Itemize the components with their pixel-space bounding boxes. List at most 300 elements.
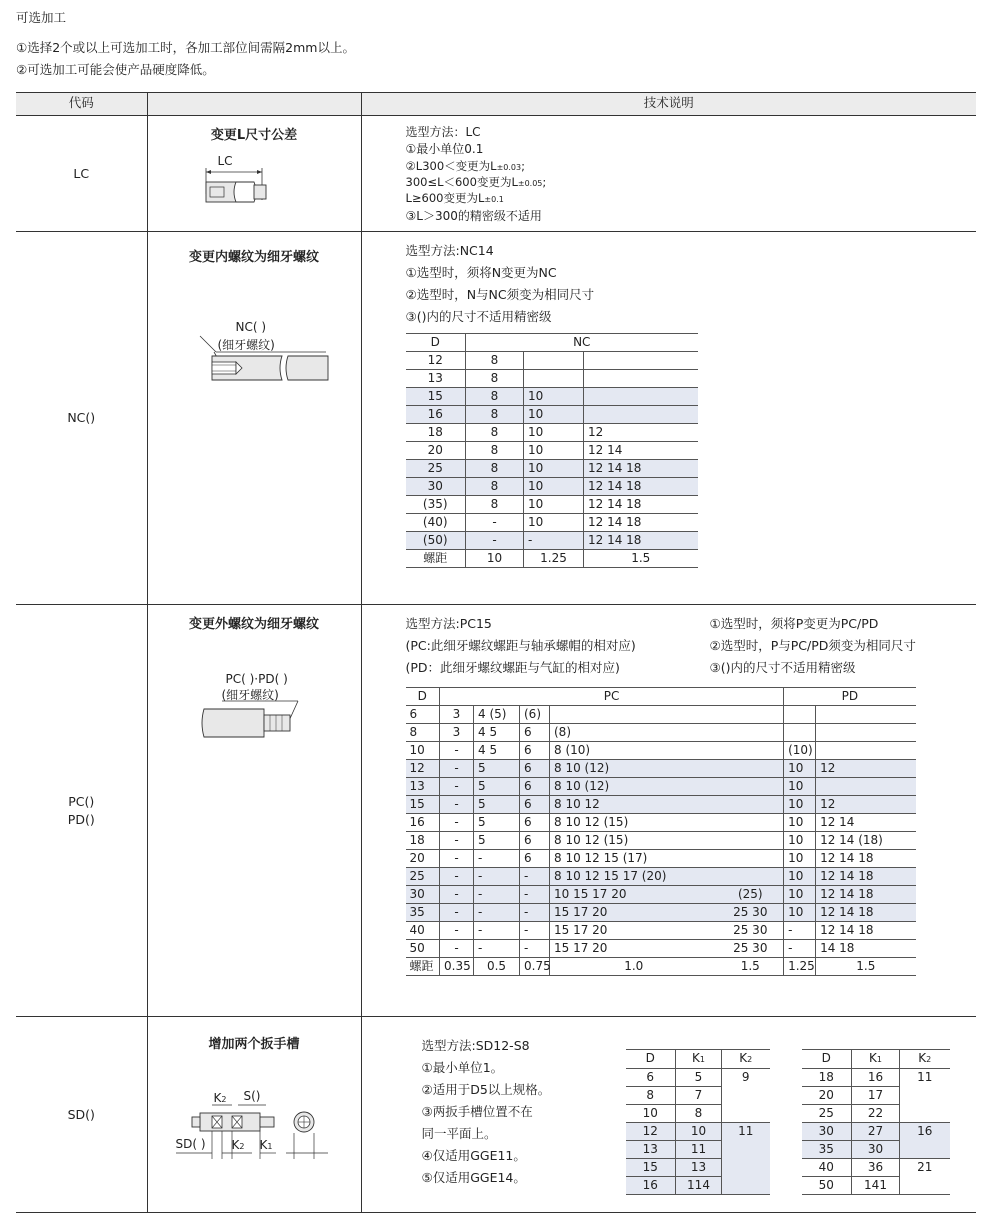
nc-line2: ②选型时，N与NC须变为相同尺寸 bbox=[405, 287, 595, 302]
nc-cell-a: - bbox=[466, 532, 524, 550]
sd-cell-d: 18 bbox=[802, 1069, 852, 1087]
pc-method: 选型方法:PC15 bbox=[405, 616, 492, 631]
pc-cell-c: 6 bbox=[520, 832, 550, 850]
sd-line2: ②适用于D5以上规格。 bbox=[421, 1082, 551, 1097]
nc-table bbox=[406, 333, 698, 568]
pc-cell-e bbox=[550, 706, 718, 724]
pc-cell-a: - bbox=[440, 760, 474, 778]
pc-cell-b: - bbox=[474, 850, 520, 868]
pc-table bbox=[406, 687, 916, 976]
pc-cell-e: 15 17 20 bbox=[550, 940, 718, 958]
pc-fig-label1: PC( )·PD( ) bbox=[225, 672, 288, 686]
nc-cell-c: 12 14 18 bbox=[584, 532, 698, 550]
pc-cell-h: 12 14 (18) bbox=[816, 832, 916, 850]
sd-cell-k1: 7 bbox=[676, 1087, 722, 1105]
nc-cell-c: 12 14 18 bbox=[584, 460, 698, 478]
sd-fig-k2-top: K2 bbox=[213, 1091, 227, 1105]
pc-cell-d: 25 bbox=[406, 868, 440, 886]
nc-cell-d: 30 bbox=[406, 478, 466, 496]
pc-cell-a: - bbox=[440, 850, 474, 868]
nc-table-row bbox=[406, 514, 698, 532]
nc-cell-d: (40) bbox=[406, 514, 466, 532]
pc-cell-b: - bbox=[474, 922, 520, 940]
nc-cell-a: 8 bbox=[466, 442, 524, 460]
fig-cell-sd bbox=[147, 1017, 361, 1213]
pc-cell-d: 20 bbox=[406, 850, 440, 868]
sd2-h-d: D bbox=[802, 1050, 852, 1069]
pc-table-row bbox=[406, 742, 916, 760]
pc-cell-e: 15 17 20 bbox=[550, 922, 718, 940]
nc-table-row bbox=[406, 442, 698, 460]
nc-cell-a: - bbox=[466, 514, 524, 532]
pc-table-row bbox=[406, 850, 916, 868]
pc-cell-c: 6 bbox=[520, 796, 550, 814]
sd-cell-k2: 16 bbox=[900, 1123, 950, 1159]
sd-line4: 同一平面上。 bbox=[421, 1126, 497, 1141]
sd-table-2 bbox=[802, 1049, 950, 1195]
pc-cell-d: 13 bbox=[406, 778, 440, 796]
sd-cell-d: 35 bbox=[802, 1141, 852, 1159]
sd-cell-k1: 36 bbox=[852, 1159, 900, 1177]
sd-table-row bbox=[802, 1123, 950, 1141]
sd-cell-d: 12 bbox=[626, 1123, 676, 1141]
sd-cell-k2: 21 bbox=[900, 1159, 950, 1195]
pc-pitch-g: 1.25 bbox=[784, 958, 816, 976]
nc-table-row bbox=[406, 370, 698, 388]
nc-cell-c: 12 14 18 bbox=[584, 496, 698, 514]
sd-line1: ①最小单位1。 bbox=[421, 1060, 504, 1075]
pc-cell-f bbox=[718, 868, 784, 886]
pc-cell-h: 12 bbox=[816, 796, 916, 814]
pc-cell-h: 12 14 18 bbox=[816, 850, 916, 868]
sd-cell-k2: 11 bbox=[900, 1069, 950, 1123]
nc-pitch-c: 1.5 bbox=[584, 550, 698, 568]
pc-cell-a: 3 bbox=[440, 724, 474, 742]
nc-h-nc: NC bbox=[466, 334, 698, 352]
pc-cell-h: 12 14 18 bbox=[816, 868, 916, 886]
fig-cell-pc bbox=[147, 605, 361, 1017]
pc-cell-a: - bbox=[440, 940, 474, 958]
pc-cell-h: 12 14 bbox=[816, 814, 916, 832]
sd-cell-k2: 11 bbox=[722, 1123, 770, 1195]
pc-cell-c: - bbox=[520, 886, 550, 904]
nc-table-row bbox=[406, 424, 698, 442]
nc-line1: ①选型时，须将N变更为NC bbox=[405, 265, 557, 280]
pc-cell-h: 14 18 bbox=[816, 940, 916, 958]
pc-cell-a: - bbox=[440, 742, 474, 760]
pc-cell-f bbox=[718, 706, 784, 724]
pc-cell-e: 8 10 12 15 17 (20) bbox=[550, 868, 718, 886]
nc-cell-b: 10 bbox=[524, 442, 584, 460]
pc-cell-d: 18 bbox=[406, 832, 440, 850]
code-cell-nc bbox=[16, 232, 147, 605]
pc-cell-c: 6 bbox=[520, 742, 550, 760]
nc-cell-d: 18 bbox=[406, 424, 466, 442]
nc-method: 选型方法:NC14 bbox=[405, 243, 494, 258]
nc-cell-a: 8 bbox=[466, 406, 524, 424]
nc-table-row bbox=[406, 388, 698, 406]
pc-cell-f bbox=[718, 724, 784, 742]
sd-cell-k1: 22 bbox=[852, 1105, 900, 1123]
intro-note-2: ②可选加工可能会使产品硬度降低。 bbox=[16, 62, 215, 77]
nc-cell-d: 25 bbox=[406, 460, 466, 478]
nc-cell-a: 8 bbox=[466, 370, 524, 388]
options-table bbox=[16, 92, 976, 1213]
sd-cell-d: 8 bbox=[626, 1087, 676, 1105]
pc-cell-g: 10 bbox=[784, 868, 816, 886]
sd1-h-d: D bbox=[626, 1050, 676, 1069]
pc-cell-c: 6 bbox=[520, 760, 550, 778]
nc-table-row bbox=[406, 406, 698, 424]
code-pd-1: PD() bbox=[67, 811, 95, 827]
pc-cell-b: 4 (5) bbox=[474, 706, 520, 724]
pc-cell-e: 8 10 12 (15) bbox=[550, 814, 718, 832]
pc-cell-g bbox=[784, 706, 816, 724]
nc-cell-d: 20 bbox=[406, 442, 466, 460]
pc-l1: (PC:此细牙螺纹螺距与轴承螺帽的相对应) bbox=[405, 638, 636, 653]
sd-table-row bbox=[626, 1123, 770, 1141]
pc-cell-b: 5 bbox=[474, 778, 520, 796]
sd-fig-sd: SD( ) bbox=[175, 1137, 206, 1151]
pc-table-row bbox=[406, 886, 916, 904]
sd-cell-k1: 141 bbox=[852, 1177, 900, 1195]
nc-cell-a: 8 bbox=[466, 352, 524, 370]
pc-cell-f bbox=[718, 796, 784, 814]
fig-cell-lc bbox=[147, 116, 361, 232]
pc-cell-b: - bbox=[474, 886, 520, 904]
sd-fig-k2-bottom: K2 bbox=[231, 1138, 245, 1152]
pc-cell-g: (10) bbox=[784, 742, 816, 760]
sd-table-1 bbox=[626, 1049, 770, 1195]
sd-method: 选型方法:SD12-S8 bbox=[421, 1038, 530, 1053]
code-pc-1: PC() bbox=[68, 793, 95, 809]
pc-cell-b: 4 5 bbox=[474, 724, 520, 742]
pc-cell-c: (6) bbox=[520, 706, 550, 724]
sd-table-row bbox=[802, 1159, 950, 1177]
sd2-h-k2: K2 bbox=[900, 1050, 950, 1069]
desc-cell-nc bbox=[361, 232, 976, 605]
pc-cell-b: 5 bbox=[474, 814, 520, 832]
nc-line3: ③()内的尺寸不适用精密级 bbox=[405, 309, 552, 324]
pc-cell-d: 6 bbox=[406, 706, 440, 724]
pc-cell-g: - bbox=[784, 922, 816, 940]
pc-pitch-h: 1.5 bbox=[816, 958, 916, 976]
pc-table-row bbox=[406, 922, 916, 940]
pc-cell-d: 16 bbox=[406, 814, 440, 832]
pc-cell-c: - bbox=[520, 922, 550, 940]
sd-cell-d: 50 bbox=[802, 1177, 852, 1195]
pc-cell-f bbox=[718, 814, 784, 832]
nc-cell-b: 10 bbox=[524, 478, 584, 496]
pc-table-row bbox=[406, 868, 916, 886]
code-cell-sd bbox=[16, 1017, 147, 1213]
pc-cell-h: 12 bbox=[816, 760, 916, 778]
pc-cell-d: 30 bbox=[406, 886, 440, 904]
pc-cell-a: - bbox=[440, 814, 474, 832]
pc-pitch-label: 螺距 bbox=[406, 958, 440, 976]
nc-cell-b bbox=[524, 370, 584, 388]
sd-cell-d: 25 bbox=[802, 1105, 852, 1123]
pc-cell-e: 8 10 12 bbox=[550, 796, 718, 814]
desc-cell-lc bbox=[361, 116, 976, 232]
pc-table-row bbox=[406, 796, 916, 814]
pc-cell-c: - bbox=[520, 940, 550, 958]
sd-cell-k1: 10 bbox=[676, 1123, 722, 1141]
sd1-h-k2: K2 bbox=[722, 1050, 770, 1069]
pc-cell-f: 25 30 bbox=[718, 940, 784, 958]
sd-diagram bbox=[176, 1091, 336, 1173]
pc-cell-g: 10 bbox=[784, 814, 816, 832]
pc-pitch-e: 1.0 bbox=[550, 958, 718, 976]
pc-cell-b: - bbox=[474, 940, 520, 958]
nc-cell-c bbox=[584, 370, 698, 388]
pc-cell-e: 15 17 20 bbox=[550, 904, 718, 922]
sd-table-row bbox=[626, 1069, 770, 1087]
sd-cell-k1: 13 bbox=[676, 1159, 722, 1177]
pc-l2: (PD：此细牙螺纹螺距与气缸的相对应) bbox=[405, 660, 620, 675]
code-pc bbox=[16, 793, 147, 829]
pc-cell-a: - bbox=[440, 886, 474, 904]
pc-table-row bbox=[406, 706, 916, 724]
pc-table-row bbox=[406, 832, 916, 850]
pc-cell-e: 8 10 12 (15) bbox=[550, 832, 718, 850]
nc-cell-d: (50) bbox=[406, 532, 466, 550]
header-code: 代码 bbox=[16, 93, 147, 116]
pc-cell-g: 10 bbox=[784, 778, 816, 796]
sd-cell-k1: 8 bbox=[676, 1105, 722, 1123]
pc-pitch-b: 0.5 bbox=[474, 958, 520, 976]
nc-cell-b: 10 bbox=[524, 460, 584, 478]
pc-cell-g bbox=[784, 724, 816, 742]
nc-cell-b: 10 bbox=[524, 406, 584, 424]
sd-cell-d: 20 bbox=[802, 1087, 852, 1105]
sd-table-row bbox=[802, 1069, 950, 1087]
pc-fig-label2: (细牙螺纹) bbox=[221, 688, 279, 702]
pc-cell-h: 12 14 18 bbox=[816, 922, 916, 940]
header-row bbox=[16, 93, 976, 116]
nc-cell-a: 8 bbox=[466, 496, 524, 514]
pc-cell-b: - bbox=[474, 904, 520, 922]
nc-cell-a: 8 bbox=[466, 460, 524, 478]
sd-cell-d: 6 bbox=[626, 1069, 676, 1087]
nc-table-row bbox=[406, 496, 698, 514]
intro-note-1: ①选择2个或以上可选加工时，各加工部位间需隔2mm以上。 bbox=[16, 40, 355, 55]
nc-table-row bbox=[406, 532, 698, 550]
nc-cell-b: - bbox=[524, 532, 584, 550]
pc-cell-e: 8 10 (12) bbox=[550, 760, 718, 778]
nc-pitch-a: 10 bbox=[466, 550, 524, 568]
pc-cell-a: - bbox=[440, 868, 474, 886]
pc-cell-f bbox=[718, 742, 784, 760]
lc-title: 变更L尺寸公差 bbox=[210, 128, 298, 143]
nc-cell-d: (35) bbox=[406, 496, 466, 514]
pc-cell-b: - bbox=[474, 868, 520, 886]
pc-cell-b: 4 5 bbox=[474, 742, 520, 760]
nc-table-row bbox=[406, 478, 698, 496]
pc-table-row bbox=[406, 814, 916, 832]
nc-cell-c bbox=[584, 388, 698, 406]
pc-cell-b: 5 bbox=[474, 796, 520, 814]
sd-line3: ③两扳手槽位置不在 bbox=[421, 1104, 533, 1119]
lc-line4: L≥600变更为L±0.1 bbox=[405, 191, 504, 205]
pc-r2: ②选型时，P与PC/PD须变为相同尺寸 bbox=[709, 638, 916, 653]
section-title: 可选加工 bbox=[16, 10, 67, 25]
pc-cell-a: - bbox=[440, 832, 474, 850]
sd-cell-k1: 16 bbox=[852, 1069, 900, 1087]
lc-line1: ①最小单位0.1 bbox=[405, 142, 484, 156]
pc-cell-c: 6 bbox=[520, 850, 550, 868]
nc-cell-c: 12 bbox=[584, 424, 698, 442]
nc-cell-d: 15 bbox=[406, 388, 466, 406]
pc-pitch-a: 0.35 bbox=[440, 958, 474, 976]
nc-cell-b: 10 bbox=[524, 514, 584, 532]
pc-cell-a: - bbox=[440, 904, 474, 922]
pc-table-row bbox=[406, 940, 916, 958]
pc-cell-e: 10 15 17 20 bbox=[550, 886, 718, 904]
sd-cell-d: 13 bbox=[626, 1141, 676, 1159]
nc-cell-a: 8 bbox=[466, 424, 524, 442]
lc-line3: 300≤L＜600变更为L±0.05; bbox=[405, 175, 547, 189]
nc-cell-d: 13 bbox=[406, 370, 466, 388]
pc-cell-d: 12 bbox=[406, 760, 440, 778]
sd-cell-k1: 17 bbox=[852, 1087, 900, 1105]
pc-cell-g: 10 bbox=[784, 760, 816, 778]
pc-h-d: D bbox=[406, 688, 440, 706]
nc-cell-a: 8 bbox=[466, 388, 524, 406]
pc-cell-h: 12 14 18 bbox=[816, 886, 916, 904]
row-nc bbox=[16, 232, 976, 605]
code-nc: NC() bbox=[67, 410, 96, 425]
pc-cell-d: 15 bbox=[406, 796, 440, 814]
nc-title: 变更内螺纹为细牙螺纹 bbox=[188, 250, 319, 265]
pc-cell-c: - bbox=[520, 904, 550, 922]
pc-cell-e: (8) bbox=[550, 724, 718, 742]
pc-cell-f bbox=[718, 778, 784, 796]
pc-cell-f: (25) bbox=[718, 886, 784, 904]
pc-cell-c: - bbox=[520, 868, 550, 886]
pc-title: 变更外螺纹为细牙螺纹 bbox=[188, 617, 319, 632]
sd-cell-d: 40 bbox=[802, 1159, 852, 1177]
header-tech: 技术说明 bbox=[643, 95, 694, 110]
pc-h-pd: PD bbox=[784, 688, 916, 706]
pc-cell-g: 10 bbox=[784, 850, 816, 868]
nc-cell-c: 12 14 18 bbox=[584, 478, 698, 496]
pc-pitch-f: 1.5 bbox=[718, 958, 784, 976]
sd-cell-k2: 9 bbox=[722, 1069, 770, 1123]
nc-fig-label1: NC( ) bbox=[235, 320, 267, 334]
nc-cell-c: 12 14 18 bbox=[584, 514, 698, 532]
pc-cell-f: 25 30 bbox=[718, 922, 784, 940]
pc-cell-g: 10 bbox=[784, 904, 816, 922]
pc-r1: ①选型时，须将P变更为PC/PD bbox=[709, 616, 879, 631]
row-lc bbox=[16, 116, 976, 232]
pc-cell-h: 12 14 18 bbox=[816, 904, 916, 922]
lc-method: 选型方法：LC bbox=[405, 125, 481, 139]
pc-pitch-c: 0.75 bbox=[520, 958, 550, 976]
nc-cell-b: 10 bbox=[524, 424, 584, 442]
sd-cell-k1: 30 bbox=[852, 1141, 900, 1159]
sd-cell-k1: 114 bbox=[676, 1177, 722, 1195]
header-blank bbox=[147, 93, 361, 116]
pc-cell-d: 40 bbox=[406, 922, 440, 940]
sd-title: 增加两个扳手槽 bbox=[208, 1037, 300, 1052]
nc-cell-c: 12 14 bbox=[584, 442, 698, 460]
code-lc: LC bbox=[73, 165, 90, 181]
code-cell-lc bbox=[16, 116, 147, 232]
lc-line2: ②L300＜变更为L±0.03; bbox=[405, 159, 525, 173]
pc-cell-h bbox=[816, 778, 916, 796]
pc-cell-a: - bbox=[440, 922, 474, 940]
pc-cell-f: 25 30 bbox=[718, 904, 784, 922]
pc-cell-b: 5 bbox=[474, 832, 520, 850]
pc-cell-a: 3 bbox=[440, 706, 474, 724]
sd-cell-d: 15 bbox=[626, 1159, 676, 1177]
pc-table-row bbox=[406, 760, 916, 778]
pc-cell-g: - bbox=[784, 940, 816, 958]
pc-diagram bbox=[198, 689, 348, 759]
pc-cell-d: 50 bbox=[406, 940, 440, 958]
pc-cell-h bbox=[816, 724, 916, 742]
pc-cell-d: 8 bbox=[406, 724, 440, 742]
sd-line5: ④仅适用GGE11。 bbox=[421, 1148, 526, 1163]
nc-cell-b: 10 bbox=[524, 388, 584, 406]
sd-fig-k1: K1 bbox=[259, 1138, 273, 1152]
pc-cell-a: - bbox=[440, 796, 474, 814]
nc-table-row bbox=[406, 352, 698, 370]
nc-cell-c bbox=[584, 352, 698, 370]
row-sd bbox=[16, 1017, 976, 1213]
code-sd: SD() bbox=[67, 1106, 95, 1122]
lc-line5: ③L＞300的精密级不适用 bbox=[405, 209, 542, 223]
pc-table-row bbox=[406, 724, 916, 742]
pc-r3: ③()内的尺寸不适用精密级 bbox=[709, 660, 856, 675]
pc-cell-h bbox=[816, 742, 916, 760]
pc-cell-d: 35 bbox=[406, 904, 440, 922]
nc-cell-d: 12 bbox=[406, 352, 466, 370]
nc-fig-label2: (细牙螺纹) bbox=[217, 338, 275, 352]
nc-table-row bbox=[406, 460, 698, 478]
pc-table-row bbox=[406, 778, 916, 796]
sd-cell-k1: 5 bbox=[676, 1069, 722, 1087]
lc-fig-label: LC bbox=[217, 154, 233, 168]
pc-cell-a: - bbox=[440, 778, 474, 796]
pc-cell-c: 6 bbox=[520, 778, 550, 796]
nc-pitch-b: 1.25 bbox=[524, 550, 584, 568]
pc-cell-e: 8 10 12 15 (17) bbox=[550, 850, 718, 868]
code-cell-pc bbox=[16, 605, 147, 1017]
sd1-h-k1: K1 bbox=[676, 1050, 722, 1069]
sd-cell-k1: 27 bbox=[852, 1123, 900, 1141]
pc-cell-g: 10 bbox=[784, 886, 816, 904]
nc-cell-a: 8 bbox=[466, 478, 524, 496]
pc-cell-c: 6 bbox=[520, 724, 550, 742]
sd2-h-k1: K1 bbox=[852, 1050, 900, 1069]
pc-table-row bbox=[406, 904, 916, 922]
row-pc bbox=[16, 605, 976, 1017]
pc-h-pc: PC bbox=[440, 688, 784, 706]
nc-diagram bbox=[196, 332, 346, 402]
fig-cell-nc bbox=[147, 232, 361, 605]
nc-h-d: D bbox=[406, 334, 466, 352]
pc-cell-d: 10 bbox=[406, 742, 440, 760]
sd-line6: ⑤仅适用GGE14。 bbox=[421, 1170, 526, 1185]
pc-cell-b: 5 bbox=[474, 760, 520, 778]
pc-cell-e: 8 10 (12) bbox=[550, 778, 718, 796]
sd-cell-d: 10 bbox=[626, 1105, 676, 1123]
pc-cell-f bbox=[718, 832, 784, 850]
desc-cell-pc bbox=[361, 605, 976, 1017]
sd-fig-s: S() bbox=[243, 1089, 261, 1103]
